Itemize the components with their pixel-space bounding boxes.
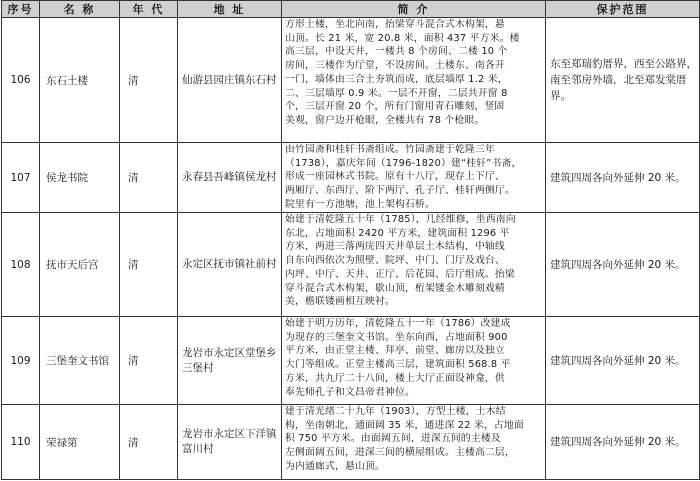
row-number: 106	[2, 18, 40, 143]
row-number: 110	[2, 405, 40, 480]
intro-line: 平方米，由正堂主楼、拜亭、前堂、廊房以及独立	[285, 345, 505, 357]
site-address: 永定区抚市镇社前村	[178, 213, 282, 317]
intro-line: 山顶。长 21 米，宽 20.8 米，面积 437 平方米。楼	[285, 32, 520, 44]
site-intro	[282, 317, 546, 405]
heritage-sites-table	[1, 0, 700, 480]
site-era: 清	[120, 405, 178, 480]
site-address: 仙游县园庄镇东石村	[178, 18, 282, 143]
site-name: 抚市天后宫	[40, 213, 120, 317]
row-number: 109	[2, 317, 40, 405]
site-address: 龙岩市永定区堂堡乡三堡村	[178, 317, 282, 405]
table-header-row	[2, 1, 700, 18]
protection-scope: 建筑四周各向外延伸 20 米。	[546, 405, 700, 480]
intro-line: 高三层，中设天井，一楼共 8 个房间、二楼 10 个	[285, 46, 508, 58]
header-name: 名 称	[40, 1, 120, 18]
intro-line: 房间，三楼作为厅堂，不设房间。土楼东、南各开	[285, 60, 505, 72]
protection-scope: 建筑四周各向外延伸 20 米。	[546, 143, 700, 213]
protection-scope: 建筑四周各向外延伸 20 米。	[546, 317, 700, 405]
table-row	[2, 405, 700, 480]
site-name: 东石土楼	[40, 18, 120, 143]
intro-line: 奉先师孔子和文昌帝君神位。	[285, 386, 415, 398]
intro-line: 大门等组成。正堂主楼高三层，建筑面积 568.8 平	[285, 359, 511, 371]
intro-line: 建于清光绪二十九年（1903），方型土楼，土木结	[285, 406, 506, 417]
header-scope: 保护范围	[546, 1, 700, 18]
intro-line: 始建于明万历年，清乾隆五十一年（1786）改建成	[285, 318, 511, 329]
header-era: 年 代	[120, 1, 178, 18]
site-era: 清	[120, 317, 178, 405]
site-name: 三堡奎文书馆	[40, 317, 120, 405]
intro-line: 自东向西依次为照壁、院坪、中门、门厅及戏台、	[285, 255, 505, 267]
intro-line: 院里有一方池塘，池上架构石桥。	[285, 198, 435, 210]
table-row	[2, 213, 700, 317]
intro-line: 美观，窗户边开枪眼，全楼共有 78 个枪眼。	[285, 114, 485, 126]
header-number: 序号	[2, 1, 40, 18]
header-address: 地 址	[178, 1, 282, 18]
intro-line: 由竹园斋和桂轩书斋组成。竹园斋建于乾隆三年	[285, 144, 495, 155]
site-name: 侯龙书院	[40, 143, 120, 213]
intro-line: 一门，墙体由三合土夯筑而成，底层墙厚 1.2 米，	[285, 73, 508, 85]
intro-line: （1738），嘉庆年间（1796-1820）建“桂轩”书斋，	[285, 157, 522, 169]
intro-line: 方形土楼，坐北向南，抬梁穿斗混合式木构架，悬	[285, 19, 505, 30]
row-number: 108	[2, 213, 40, 317]
intro-line: 东北，占地面积 2420 平方米，建筑面积 1296 平	[285, 227, 510, 239]
site-intro	[282, 213, 546, 317]
protection-scope: 建筑四周各向外延伸 20 米。	[546, 213, 700, 317]
intro-line: 美，檐联镂画相互映衬。	[285, 296, 395, 308]
intro-line: 为内通廊式，悬山顶。	[285, 460, 385, 472]
intro-line: 方米，两进三落两庑四天井单层土木结构，中轴线	[285, 241, 505, 253]
header-intro: 简 介	[282, 1, 546, 18]
intro-line: 为现存的三堡奎文书馆。坐东向西，占地面积 900	[285, 331, 508, 343]
intro-line: 内坪、中厅、天井、正厅、后花园、后厅组成。抬梁	[285, 268, 515, 280]
intro-line: 二、三层墙厚 0.9 米。一层不开窗，二层共开窗 8	[285, 87, 508, 99]
intro-line: 形成一座园林式书院。原有十八厅，现存上下厅、	[285, 171, 505, 183]
intro-line: 两厢厅、东西厅、阶下两厅、孔子厅、桂轩两侧厅。	[285, 185, 515, 197]
site-era: 清	[120, 18, 178, 143]
row-number: 107	[2, 143, 40, 213]
intro-line: 始建于清乾隆五十年（1785），几经维修，坐西南向	[285, 214, 516, 225]
site-intro	[282, 143, 546, 213]
intro-line: 方米，共九厅二十八间，楼上大厅正面设神龛，供	[285, 372, 505, 384]
protection-scope: 东至郑瑞豹厝界，西至公路界，南至邻房外墙，北至郑发棠厝界。	[546, 18, 700, 143]
site-address: 永春县吾峰镇侯龙村	[178, 143, 282, 213]
site-intro	[282, 405, 546, 480]
intro-line: 左侧面阔五间，进深三间的横屋组成。主楼高二层，	[285, 447, 515, 459]
site-name: 荣禄第	[40, 405, 120, 480]
intro-line: 穿斗混合式木构架，歇山顶，桁架镂金木雕刻戏精	[285, 282, 505, 294]
site-intro	[282, 18, 546, 143]
site-era: 清	[120, 143, 178, 213]
intro-line: 积 750 平方米。由面阔五间，进深五间的主楼及	[285, 433, 501, 445]
site-era: 清	[120, 213, 178, 317]
table-row	[2, 317, 700, 405]
table-row	[2, 18, 700, 143]
site-address: 龙岩市永定区下洋镇富川村	[178, 405, 282, 480]
intro-line: 构，坐南朝北，通面阔 35 米，通进深 22 米，占地面	[285, 419, 524, 431]
table-row	[2, 143, 700, 213]
intro-line: 个，三层开窗 20 个，所有门窗用青石雕刻，竖固	[285, 101, 505, 113]
